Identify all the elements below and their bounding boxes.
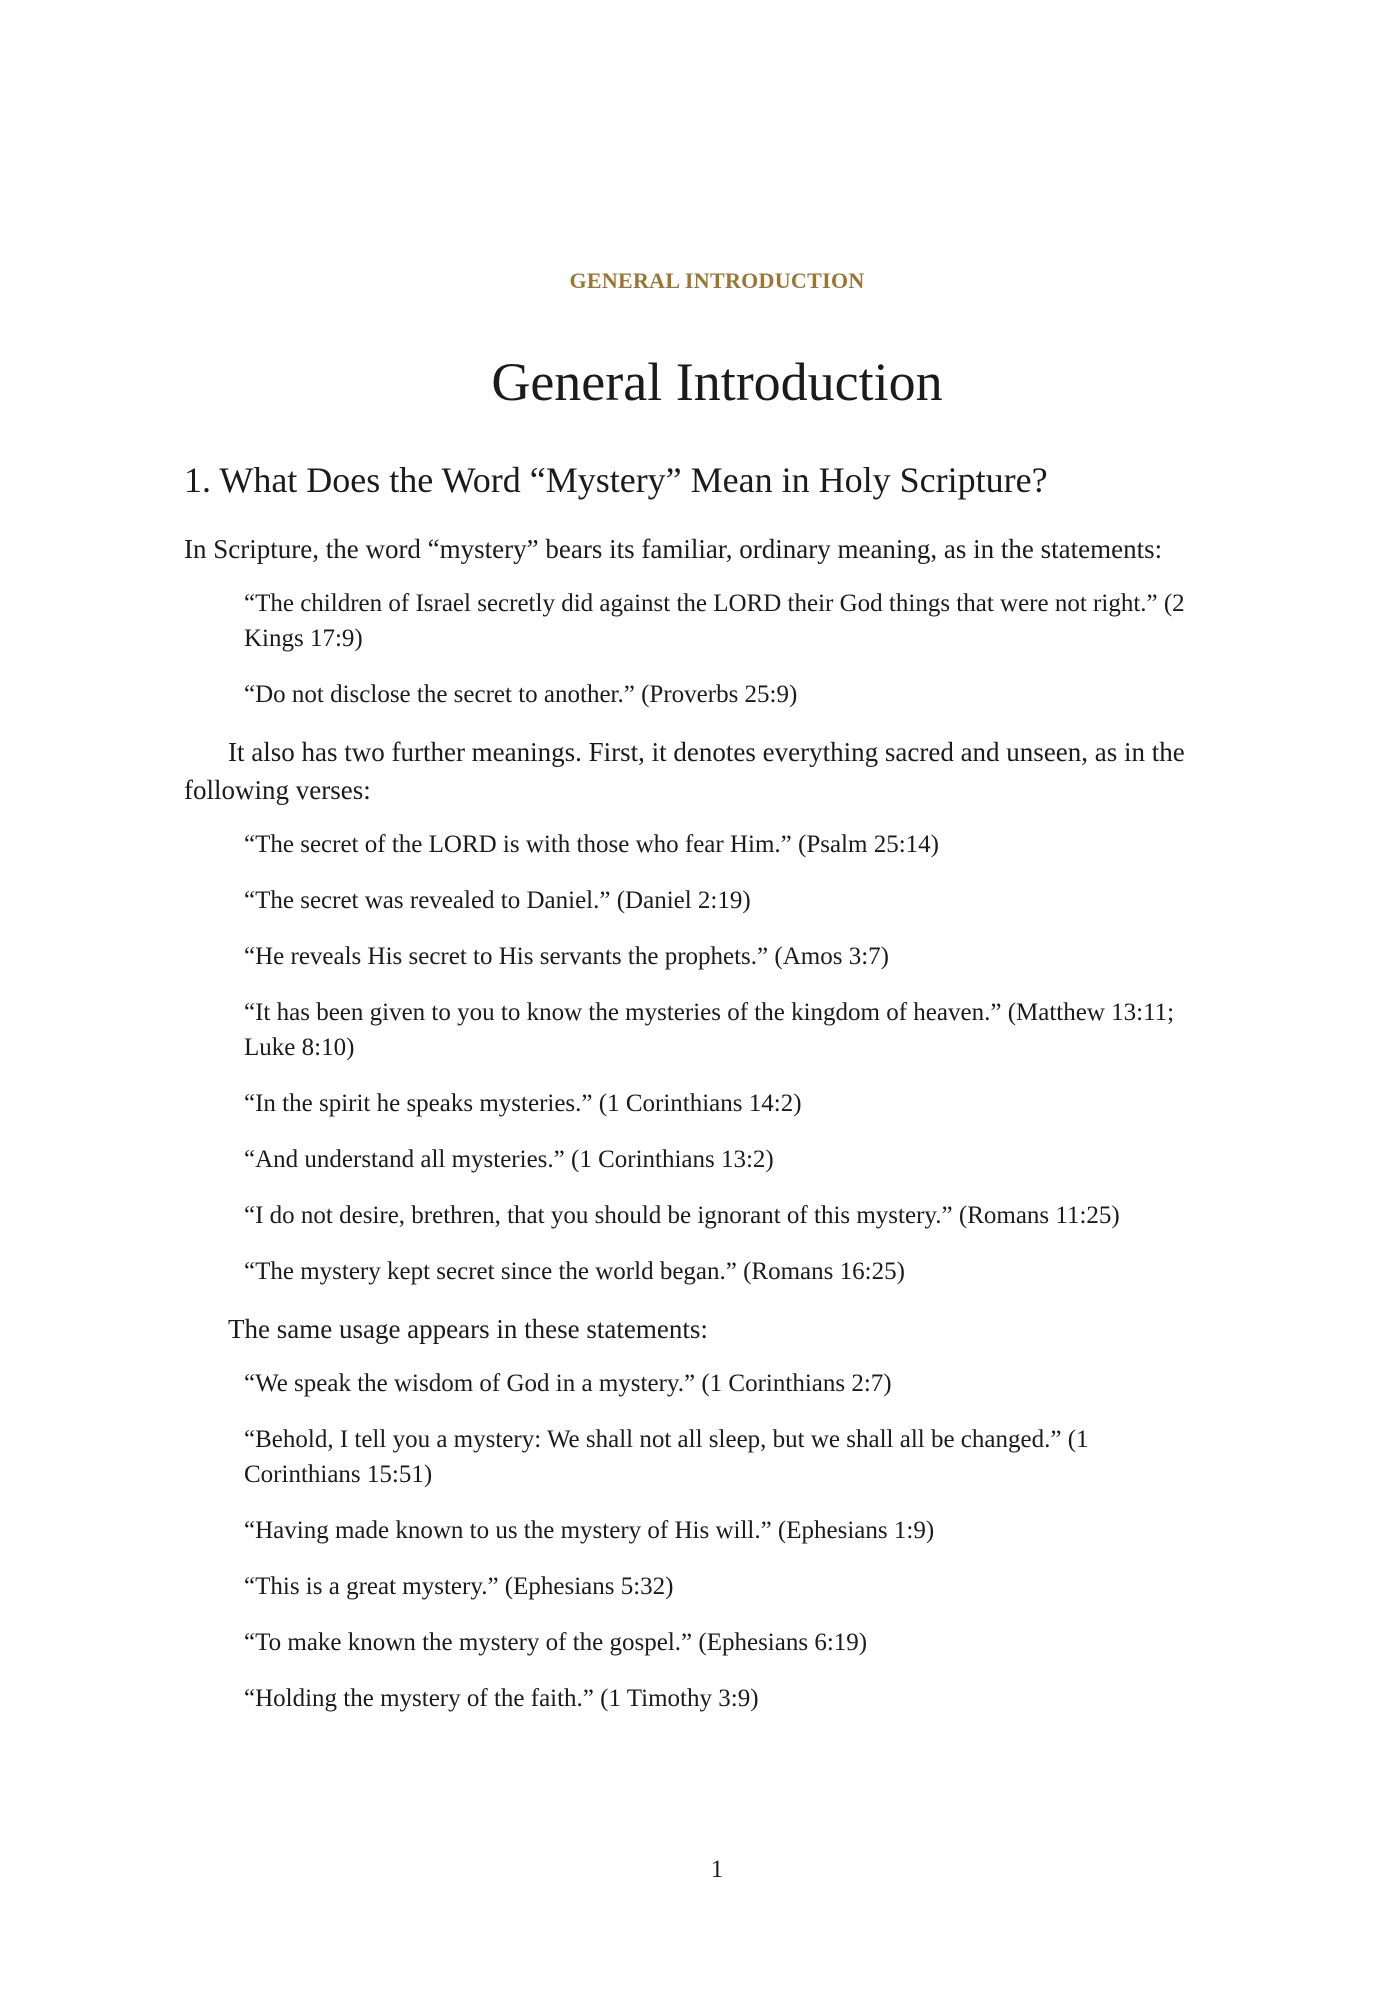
spacer [184, 568, 1250, 586]
scripture-quote: “It has been given to you to know the mysteries of the kingdom of heaven.” (Matthew 13:11; Luke 8:10) [244, 999, 1175, 1061]
chapter-title: General Introduction [491, 352, 943, 412]
page-number: 1 [710, 1856, 724, 1883]
second-paragraph: It also has two further meanings. First, it denotes everything sacred and unseen, as in the following verses: [184, 737, 1185, 805]
scripture-quote: “I do not desire, brethren, that you should be ignorant of this mystery.” (Romans 11:25) [244, 1202, 1120, 1229]
quote-block-3 [184, 1366, 1250, 1716]
scripture-quote: “The secret of the LORD is with those who fear Him.” (Psalm 25:14) [244, 831, 939, 858]
scripture-quote: “Do not disclose the secret to another.” (Proverbs 25:9) [244, 681, 798, 708]
scripture-quote: “Behold, I tell you a mystery: We shall not all sleep, but we shall all be changed.” (1 Corinthians 15:51) [244, 1426, 1089, 1488]
third-paragraph: The same usage appears in these statements: [228, 1314, 708, 1344]
spacer [184, 809, 1250, 827]
scripture-quote: “And understand all mysteries.” (1 Corinthians 13:2) [244, 1146, 774, 1173]
document-page [184, 0, 1250, 2000]
section-heading: 1. What Does the Word “Mystery” Mean in Holy Scripture? [184, 460, 1048, 500]
scripture-quote: “We speak the wisdom of God in a mystery.” (1 Corinthians 2:7) [244, 1370, 892, 1397]
scripture-quote: “Having made known to us the mystery of His will.” (Ephesians 1:9) [244, 1517, 935, 1544]
scripture-quote: “Holding the mystery of the faith.” (1 Timothy 3:9) [244, 1685, 759, 1712]
scripture-quote: “The secret was revealed to Daniel.” (Daniel 2:19) [244, 887, 751, 914]
intro-paragraph: In Scripture, the word “mystery” bears its familiar, ordinary meaning, as in the statements: [184, 534, 1163, 564]
quote-block-2 [184, 827, 1250, 1289]
scripture-quote: “He reveals His secret to His servants the prophets.” (Amos 3:7) [244, 943, 889, 970]
scripture-quote: “To make known the mystery of the gospel.” (Ephesians 6:19) [244, 1629, 868, 1656]
running-head: GENERAL INTRODUCTION [569, 268, 865, 293]
scripture-quote: “The mystery kept secret since the world began.” (Romans 16:25) [244, 1258, 905, 1285]
scripture-quote: “This is a great mystery.” (Ephesians 5:32) [244, 1573, 674, 1600]
spacer [184, 1348, 1250, 1366]
quote-block-1 [184, 586, 1250, 712]
scripture-quote: “In the spirit he speaks mysteries.” (1 Corinthians 14:2) [244, 1090, 802, 1117]
body-text [184, 530, 1250, 1737]
scripture-quote: “The children of Israel secretly did against the LORD their God things that were not right.” (2 Kings 17:9) [244, 590, 1185, 652]
